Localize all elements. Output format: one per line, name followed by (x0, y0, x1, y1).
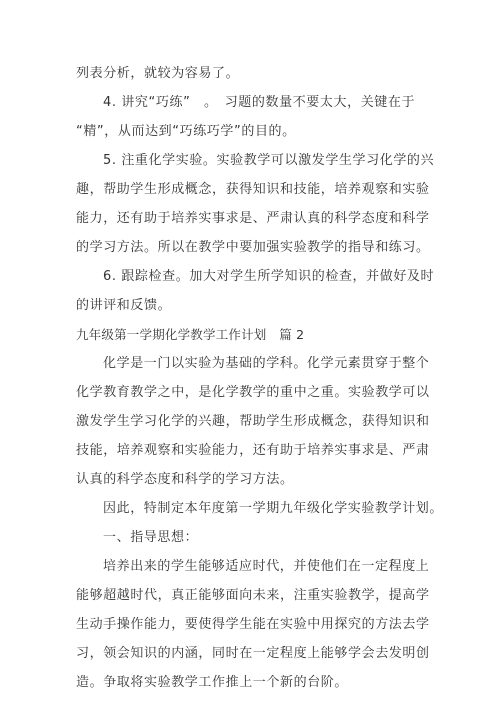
body-line: 认真的科学态度和科学的学习方法。 (76, 472, 294, 487)
subheading-guiding-thought: 一、指导思想： (103, 530, 199, 545)
body-line: 激发学生学习化学的兴趣，帮助学生形成概念，获得知识和 (76, 414, 430, 429)
section-heading: 九年级第一学期化学教学工作计划 篇 2 (76, 327, 305, 342)
body-line: 列表分析，就较为容易了。 (76, 66, 240, 81)
list-item-5-line: 5. 注重化学实验。实验教学可以激发学生学习化学的兴 (103, 153, 435, 168)
list-item-6-line: 6. 跟踪检查。加大对学生所学知识的检查，并做好及时 (103, 269, 435, 284)
body-line: 能力，还有助于培养实事求是、严肃认真的科学态度和科学 (76, 211, 430, 226)
body-line: “精”，从而达到“巧练巧学”的目的。 (76, 124, 296, 139)
paragraph-start-line: 化学是一门以实验为基础的学科。化学元素贯穿于整个 (103, 356, 430, 371)
body-line: 能够超越时代，真正能够面向未来，注重实验教学，提高学 (76, 588, 430, 603)
paragraph-start-line: 因此，特制定本年度第一学期九年级化学实验教学计划。 (103, 501, 444, 516)
body-line: 习，领会知识的内涵，同时在一定程度上能够学会去发明创 (76, 646, 430, 661)
list-item-4-line: 4. 讲究“巧练” 。 习题的数量不要太大，关键在于 (103, 95, 416, 110)
paragraph-start-line: 培养出来的学生能够适应时代，并使他们在一定程度上 (103, 559, 430, 574)
body-line: 造。争取将实验教学工作推上一个新的台阶。 (76, 675, 349, 690)
body-line: 生动手操作能力，要使得学生能在实验中用探究的方法去学 (76, 617, 430, 632)
body-line: 技能，培养观察和实验能力，还有助于培养实事求是、严肃 (76, 443, 430, 458)
body-line: 的讲评和反馈。 (76, 298, 172, 313)
body-line: 趣，帮助学生形成概念，获得知识和技能，培养观察和实验 (76, 182, 430, 197)
body-line: 的学习方法。所以在教学中要加强实验教学的指导和练习。 (76, 240, 430, 255)
body-line: 化学教育教学之中，是化学教学的重中之重。实验教学可以 (76, 385, 430, 400)
